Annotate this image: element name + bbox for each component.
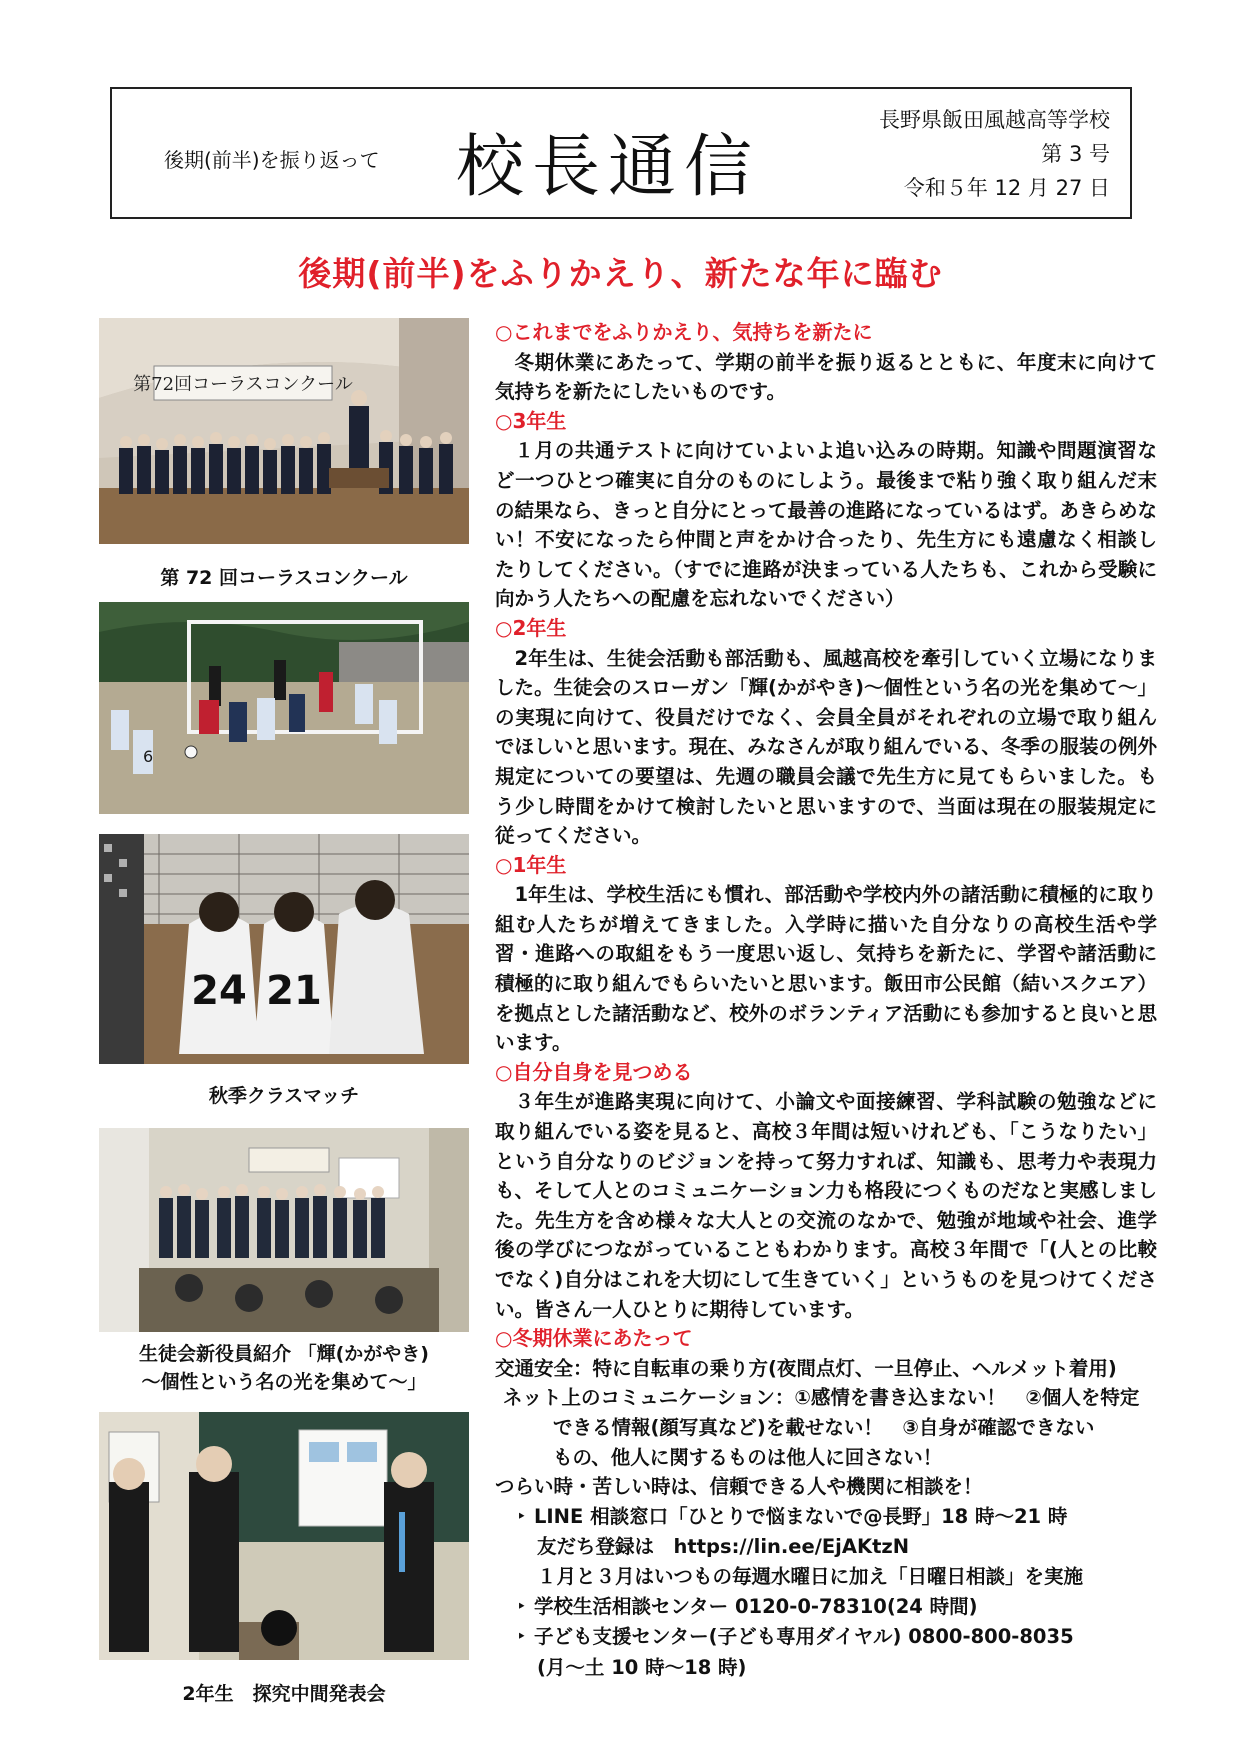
bullet-triangle-icon: ‣ [517,1598,526,1615]
masthead-meta [879,103,1110,205]
section-text-review: 冬期休業にあたって、学期の前半を振り返るとともに、年度末に向けて気持ちを新たにしたいものです。 [495,350,1157,404]
masthead [110,87,1132,219]
photo-chorus-contest [99,318,469,544]
photo-inquiry-presentation [99,1412,469,1660]
school-life-center-text: 学校生活相談センター 0120-0-78310(24 時間) [533,1594,978,1618]
section-text-grade3: １月の共通テストに向けていよいよ追い込みの時期。知識や問題演習など一つひとつ確実に自分のものにしよう。最後まで粘り強く取り組んだ末の結果なら、きっと自分にとって最善の進路になっているはず。あきらめない！不安になったら仲間と声をかけ合ったり、先生方にも遠慮なく相談したりしてください。（すでに進路が決まっている人たちも、これから受験に向かう人たちへの配慮を忘れないでください） [495,439,1157,611]
masthead-subtitle: 後期(前半)を振り返って [164,148,380,172]
photo-soccer [99,602,469,814]
school-name: 長野県飯田風越高等学校 [879,108,1110,132]
line-sunday-consult: １月と３月はいつもの毎週水曜日に加え「日曜日相談」を実施 [537,1564,1084,1588]
bullet-triangle-icon: ‣ [517,1508,526,1525]
child-support-hours: (月～土 10 時～18 時) [537,1655,747,1679]
section-text-self: ３年生が進路実現に向けて、小論文や面接練習、学科試験の勉強などに取り組んでいる姿を見ると、高校３年間は短いけれども、「こうなりたい」という自分なりのビジョンを持って努力すれば、知識も、思考力や表現力も、そして人とのコミュニケーション力も格段につくものだなと実感しました。先生方を含め様々な大人との交流のなかで、勉強が地域や社会、進学後の学びにつながっていることもわかります。高校３年間で「(人との比較でなく)自分はこれを大切にして生きていく」というものを見つけてください。皆さん一人ひとりに期待しています。 [495,1090,1157,1321]
consult-line: つらい時・苦しい時は、信頼できる人や機関に相談を！ [495,1475,983,1499]
child-support-center-text: 子ども支援センター(子ども専用ダイヤル) 0800-800-8035 [533,1625,1074,1649]
issue-date: 令和５年 12 月 27 日 [903,176,1110,200]
section-heading-review: ○これまでをふりかえり、気持ちを新たに [495,320,873,344]
section-heading-grade3: ○3年生 [495,408,567,433]
section-text-grade1: 1年生は、学校生活にも慣れ、部活動や学校内外の諸活動に積極的に取り組む人たちが増えてきました。入学時に描いた自分なりの高校生活や学習・進路への取組をもう一度思い返し、気持ちを新たに、学習や諸活動に積極的に取り組んでもらいたいと思います。飯田市公民館（結いスクエア）を拠点とした諸活動など、校外のボランティア活動にも参加すると良いと思います。 [495,883,1157,1055]
photo-class-match [99,834,469,1064]
soccer-jersey-number: 6 [143,747,154,766]
line-register: 友だち登録は https://lin.ee/EjAKtzN [537,1535,910,1559]
net-communication-line1: ネット上のコミュニケーション：①感情を書き込まない！ ②個人を特定 [503,1386,1140,1410]
issue-number: 第 3 号 [1041,142,1110,166]
child-support-center [495,1622,1157,1653]
section-heading-grade1: ○1年生 [495,852,567,877]
caption-student-council-line2: ～個性という名の光を集めて～」 [141,1371,427,1393]
net-communication-line2: できる情報(顔写真など)を載せない！ ③自身が確認できない [553,1415,1095,1439]
caption-chorus-contest: 第 72 回コーラスコンクール [160,567,408,589]
caption-inquiry-presentation: 2年生 探究中間発表会 [182,1683,386,1705]
bullet-triangle-icon: ‣ [517,1629,526,1646]
net-communication-line3: もの、他人に関するものは他人に回さない！ [553,1445,943,1469]
section-heading-grade2: ○2年生 [495,615,567,640]
class-match-number-1: 24 [191,968,247,1014]
photo-student-council [99,1128,469,1332]
section-heading-winter-break: ○冬期休業にあたって [495,1326,693,1351]
masthead-title: 校長通信 [456,128,761,207]
line-consult-window [495,1502,1157,1533]
class-match-number-2: 21 [266,968,322,1014]
line-consult-window-text: LINE 相談窓口「ひとりで悩まないで@長野」18 時～21 時 [533,1504,1068,1528]
traffic-safety-line: 交通安全：特に自転車の乗り方(夜間点灯、一旦停止、ヘルメット着用) [495,1356,1117,1380]
caption-student-council-line1: 生徒会新役員紹介 「輝(かがやき) [139,1343,429,1365]
page-title: 後期(前半)をふりかえり、新たな年に臨む [298,254,943,293]
caption-class-match: 秋季クラスマッチ [208,1085,360,1107]
school-life-center [495,1592,1157,1623]
caption-student-council [99,1340,469,1396]
chorus-banner: 第72回コーラスコンクール [133,374,353,395]
article-body [495,318,1157,1682]
section-text-grade2: 2年生は、生徒会活動も部活動も、風越高校を牽引していく立場になりました。生徒会のスローガン「輝(かがやき)～個性という名の光を集めて～」の実現に向けて、役員だけでなく、会員全員がそれぞれの立場で取り組んでほしいと思います。現在、みなさんが取り組んでいる、冬季の服装の例外規定についての要望は、先週の職員会議で先生方に見てもらいました。もう少し時間をかけて検討したいと思いますので、当面は現在の服装規定に従ってください。 [495,646,1157,848]
section-heading-self: ○自分自身を見つめる [495,1059,693,1084]
